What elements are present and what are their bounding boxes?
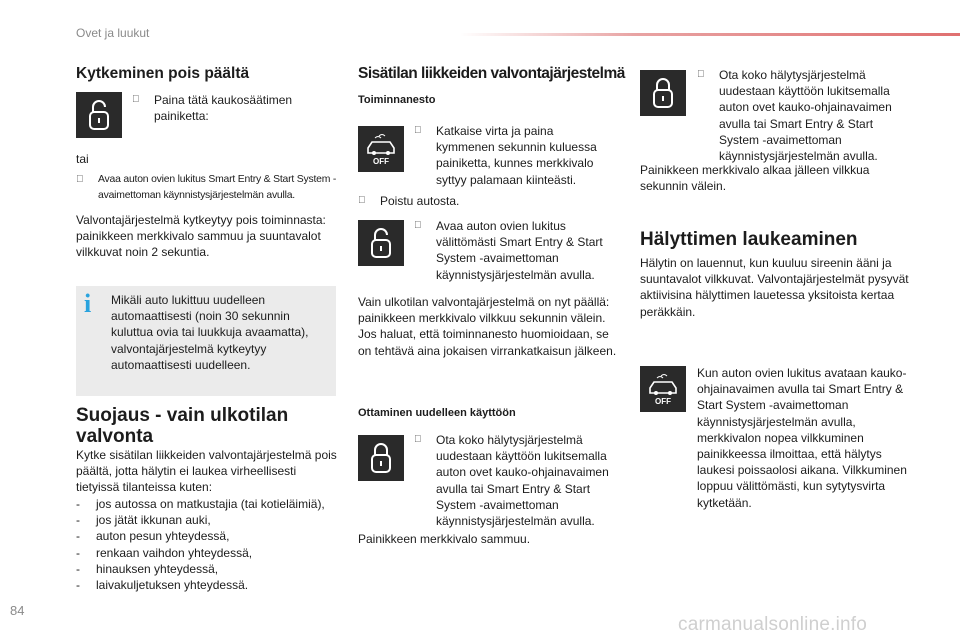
unlock-button-icon bbox=[76, 92, 122, 138]
heading-exterior-only: Suojaus - vain ulkotilan valvonta bbox=[76, 405, 289, 447]
list-item: - jos jätät ikkunan auki, bbox=[76, 513, 211, 528]
bullet-reactivate-full: Ota koko hälytysjärjestelmä uudestaan käyttöön lukitsemalla auton ovet kauko-ohjainavaimen avulla tai Smart Entry & Start System -avaimettoman käynnistysjärjestelmän avulla. bbox=[697, 67, 907, 164]
paragraph-indicator-off: Painikkeen merkkivalo sammuu. bbox=[358, 532, 531, 546]
info-text: Mikäli auto lukittuu uudelleen automaattisesti (noin 30 sekunnin kuluttua ovia tai luukkuja avaamatta), valvontajärjestelmä kytkeytyy automaattisesti uudelleen. bbox=[111, 293, 309, 372]
list-item: - jos autossa on matkustajia (tai kotieläimiä), bbox=[76, 497, 325, 511]
unlock-button-icon bbox=[358, 220, 404, 266]
heading-interior-monitoring: Sisätilan liikkeiden valvontajärjestelmä bbox=[358, 65, 625, 82]
svg-text:OFF: OFF bbox=[373, 157, 389, 166]
heading-switch-off: Kytkeminen pois päältä bbox=[76, 65, 250, 82]
subheading-deactivation: Toiminnanesto bbox=[358, 94, 436, 106]
paragraph-indicator-flash: Painikkeen merkkivalo alkaa jälleen vilkkua sekunnin välein. bbox=[640, 163, 870, 194]
car-off-button-icon bbox=[640, 366, 686, 412]
heading-alarm-triggered: Hälyttimen laukeaminen bbox=[640, 229, 858, 250]
bullet-leave-car: Poistu autosta. bbox=[358, 193, 608, 209]
car-off-button-icon bbox=[358, 126, 404, 172]
bullet-unlock-immediately: Avaa auton ovien lukitus välittömästi Smart Entry & Start System -avaimettoman käynnistysjärjestelmän avulla. bbox=[414, 218, 614, 283]
lock-button-icon bbox=[640, 70, 686, 116]
bullet-switch-off-ignition: Katkaise virta ja paina kymmenen sekunnin kuluessa painiketta, kunnes merkkivalo syttyy palamaan kiinteästi. bbox=[414, 123, 614, 188]
paragraph-switch-off: Valvontajärjestelmä kytkeytyy pois toiminnasta: painikkeen merkkivalo sammuu ja suuntavalot vilkkuvat noin 2 sekuntia. bbox=[76, 213, 326, 260]
svg-text:OFF: OFF bbox=[655, 397, 671, 406]
bullet-smart-entry: Avaa auton ovien lukitus Smart Entry & Start System -avaimettoman käynnistysjärjestelmän avulla. bbox=[76, 172, 338, 204]
lock-button-icon bbox=[358, 435, 404, 481]
checkbox-bullet-icon bbox=[414, 432, 422, 448]
header-rule bbox=[460, 33, 960, 36]
paragraph-alarm: Hälytin on lauennut, kun kuuluu sireenin ääni ja suuntavalot vilkkuvat. Valvontajärjestelmät pysyvät aktiivisina hälyttimen lauetessa yksitoista kertaa peräkkäin. bbox=[640, 256, 909, 319]
checkbox-bullet-icon bbox=[414, 218, 422, 234]
list-item: - laivakuljetuksen yhteydessä. bbox=[76, 578, 249, 593]
checkbox-bullet-icon bbox=[358, 193, 366, 209]
list-item: - auton pesun yhteydessä, bbox=[76, 529, 230, 544]
bullet-reactivate: Ota koko hälytysjärjestelmä uudestaan käyttöön lukitsemalla auton ovet kauko-ohjainavaimen avulla tai Smart Entry & Start System -avaimettoman käynnistysjärjestelmän avulla. bbox=[414, 432, 624, 529]
paragraph-exterior: Kytke sisätilan liikkeiden valvontajärjestelmä pois päältä, jotta hälytin ei laukea virheellisesti tietyissä tilanteissa kuten: bbox=[76, 448, 337, 495]
checkbox-bullet-icon bbox=[76, 172, 83, 188]
paragraph-alarm-indication: Kun auton ovien lukitus avataan kauko-ohjainavaimen avulla tai Smart Entry & Start System -avaimettoman käynnistysjärjestelmän avulla, merkkivalon nopea vilkkuminen painikkeessa ilmoittaa, että hälytys laukesi poissaolosi aikana. Vilkkuminen loppuu välittömästi, kun sytytysvirta kytketään. bbox=[697, 366, 907, 510]
paragraph-exterior-active: Vain ulkotilan valvontajärjestelmä on nyt päällä: painikkeen merkkivalo vilkkuu sekunnin välein. Jos haluat, että toiminnanesto huomioidaan, se on tehtävä aina jokaisen virrankatkaisun jälkeen. bbox=[358, 295, 617, 358]
checkbox-bullet-icon bbox=[414, 123, 422, 139]
checkbox-bullet-icon bbox=[697, 67, 705, 83]
bullet-press-button: Paina tätä kaukosäätimen painiketta: bbox=[132, 92, 312, 124]
subheading-reactivation: Ottaminen uudelleen käyttöön bbox=[358, 407, 516, 419]
section-header: Ovet ja luukut bbox=[76, 26, 150, 40]
list-item: - renkaan vaihdon yhteydessä, bbox=[76, 545, 253, 560]
situation-list bbox=[76, 496, 338, 593]
page-number: 84 bbox=[10, 603, 25, 618]
or-text: tai bbox=[76, 152, 89, 166]
watermark: carmanualsonline.info bbox=[678, 614, 868, 635]
list-item: - hinauksen yhteydessä, bbox=[76, 561, 219, 576]
checkbox-bullet-icon bbox=[132, 92, 140, 108]
info-icon: i bbox=[84, 289, 92, 318]
